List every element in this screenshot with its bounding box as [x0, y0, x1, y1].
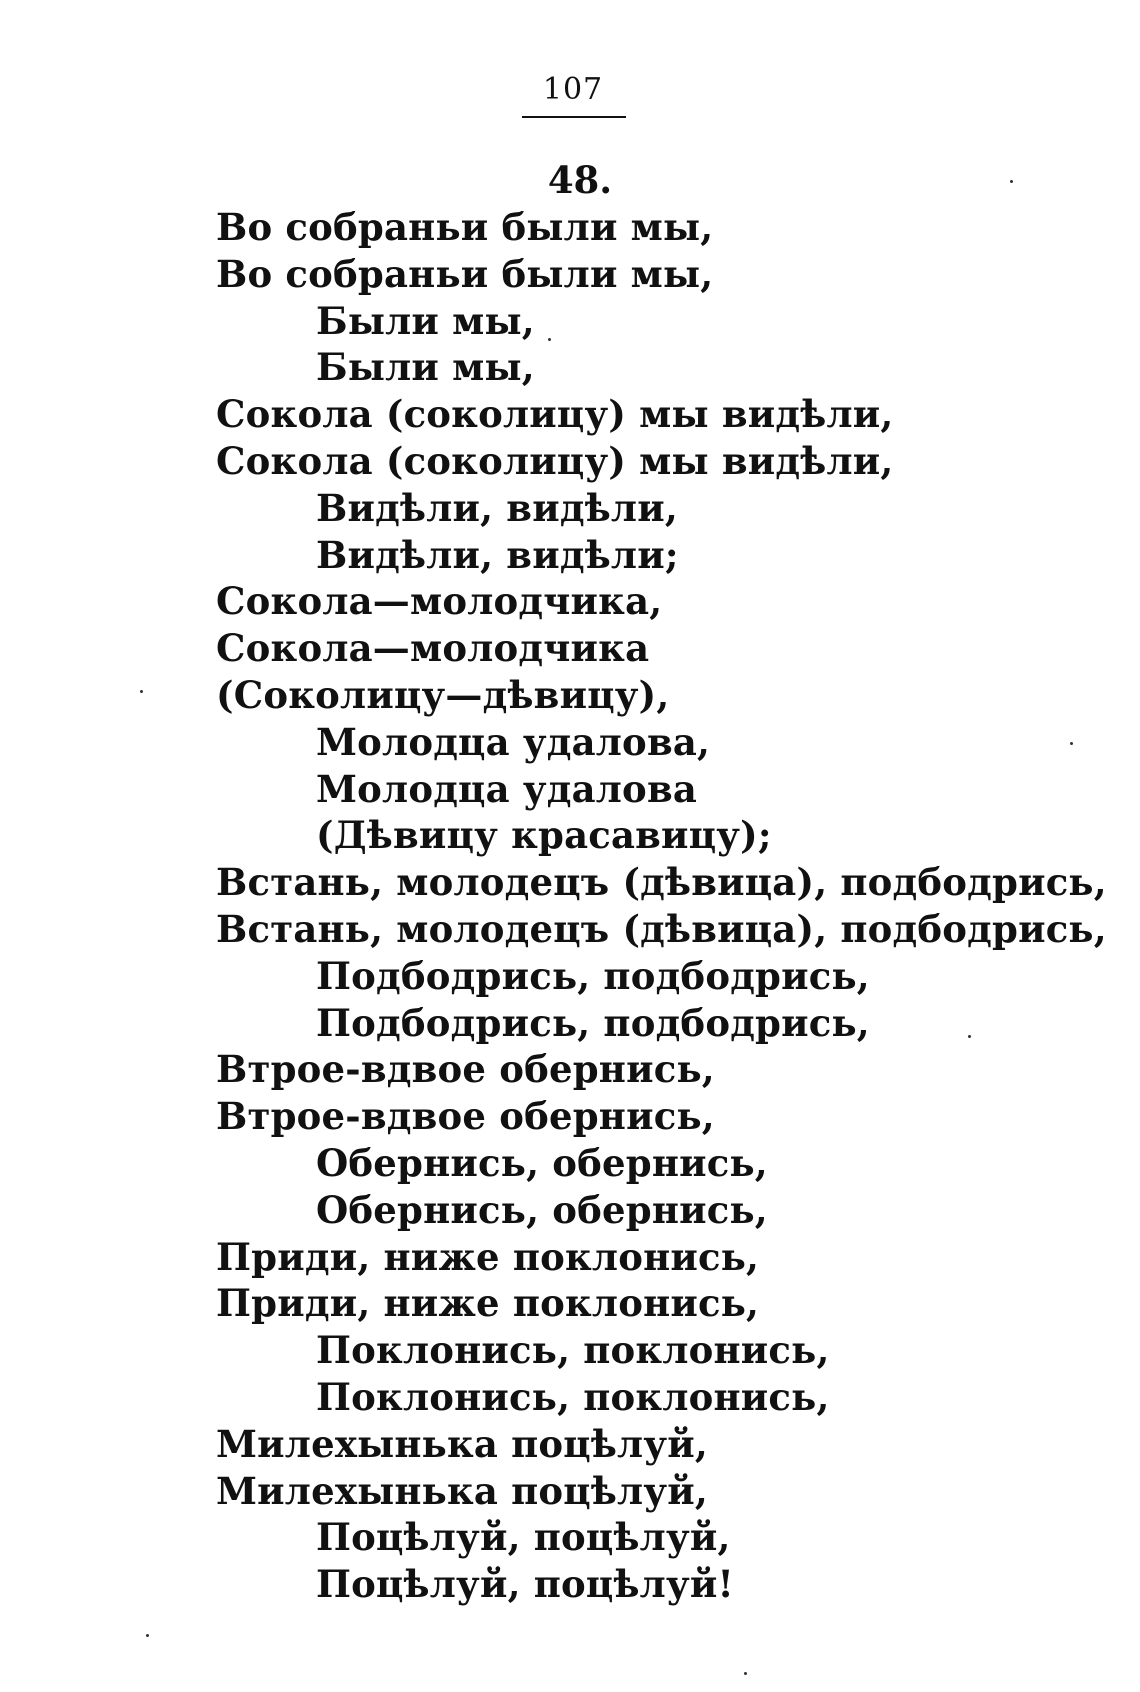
poem-line: Обернись, обернись, [316, 1140, 768, 1185]
poem-line: (Соколицу—дѣвицу), [216, 672, 670, 717]
page-number-rule [522, 116, 626, 118]
poem-line: Сокола—молодчика, [216, 579, 663, 624]
poem-line: Милехынька поцѣлуй, [216, 1421, 708, 1466]
poem-text [216, 204, 1107, 1608]
poem-line: (Дѣвицу красавицу); [316, 813, 772, 858]
poem-line: Подбодрись, подбодрись, [316, 953, 870, 998]
scan-speck [548, 338, 551, 341]
poem-line: Во собраньи были мы, [216, 251, 714, 296]
poem-line: Молодца удалова, [316, 719, 711, 764]
page-number: 107 [542, 72, 604, 107]
poem-line: Приди, ниже поклонись, [216, 1281, 760, 1326]
poem-line: Подбодрись, подбодрись, [316, 1000, 870, 1045]
poem-line: Приди, ниже поклонись, [216, 1234, 760, 1279]
poem-line: Поцѣлуй, поцѣлуй! [316, 1562, 734, 1607]
scan-speck [1070, 742, 1073, 745]
scan-speck [140, 690, 143, 693]
poem-line: Были мы, [316, 345, 535, 390]
poem-line: Сокола (соколицу) мы видѣли, [216, 392, 894, 437]
poem-line: Встань, молодецъ (дѣвица), подбодрись, [216, 906, 1107, 951]
poem-line: Поклонись, поклонись, [316, 1374, 830, 1419]
poem-line: Втрое-вдвое обернись, [216, 1047, 715, 1092]
poem-line: Были мы, [316, 298, 535, 343]
scan-speck [146, 1634, 149, 1637]
scan-speck [968, 1035, 971, 1038]
poem-line: Сокола—молодчика [216, 626, 650, 671]
poem-number: 48. [547, 158, 613, 202]
scan-speck [744, 1672, 747, 1675]
poem-line: Обернись, обернись, [316, 1187, 768, 1232]
poem-line: Встань, молодецъ (дѣвица), подбодрись, [216, 860, 1107, 905]
poem-line: Видѣли, видѣли; [316, 532, 679, 577]
poem-line: Поцѣлуй, поцѣлуй, [316, 1515, 731, 1560]
poem-line: Во собраньи были мы, [216, 205, 714, 249]
scan-speck [1010, 180, 1013, 183]
poem-line: Сокола (соколицу) мы видѣли, [216, 438, 894, 483]
poem-line: Молодца удалова [316, 766, 698, 811]
poem-line: Видѣли, видѣли, [316, 485, 678, 530]
poem-line: Поклонись, поклонись, [316, 1328, 830, 1373]
poem-line: Милехынька поцѣлуй, [216, 1468, 708, 1513]
poem-line: Втрое-вдвое обернись, [216, 1094, 715, 1139]
